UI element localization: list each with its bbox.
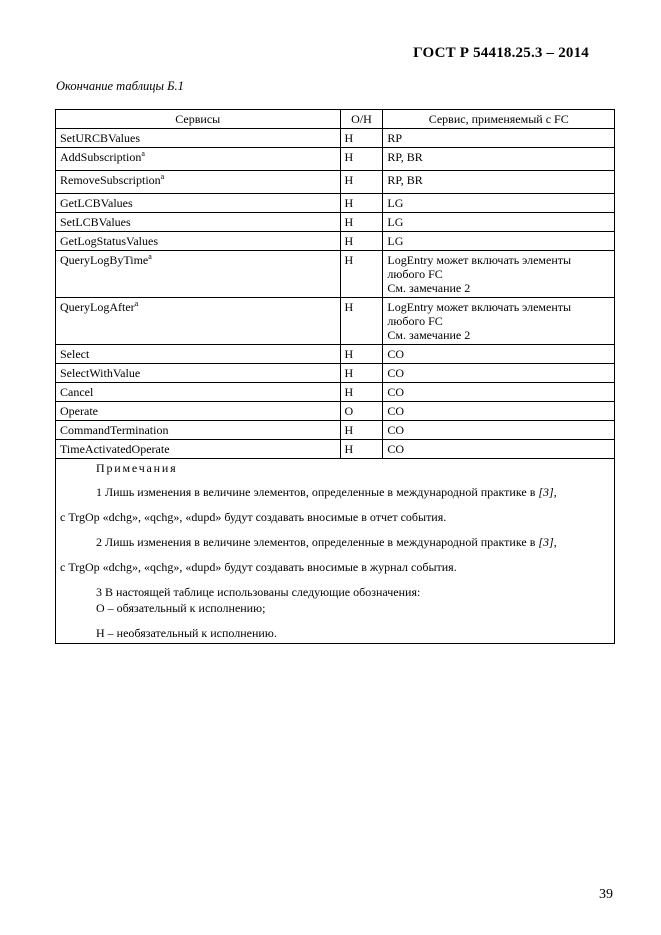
- note-1-line-2: с TrgOp «dchg», «qchg», «dupd» будут создавать вносимые в отчет события.: [60, 510, 447, 524]
- fc-cell: [383, 171, 615, 194]
- fc-line: любого FC: [387, 314, 443, 328]
- service-name: CommandTermination: [60, 423, 169, 437]
- table-caption: Окончание таблицы Б.1: [56, 79, 184, 93]
- fc-line: RP: [387, 131, 403, 145]
- note-1-line-1: [60, 484, 610, 500]
- service-name-cell: [56, 383, 341, 402]
- service-name: QueryLogByTime: [60, 253, 149, 267]
- service-name: AddSubscription: [60, 150, 142, 164]
- table-row: [56, 345, 615, 364]
- fc-cell: [383, 383, 615, 402]
- fc-line: LG: [387, 196, 404, 210]
- service-name: Select: [60, 347, 90, 361]
- fc-cell: [383, 402, 615, 421]
- table-row: [56, 383, 615, 402]
- service-name-cell: [56, 298, 341, 345]
- obligation-cell: Н: [340, 171, 383, 194]
- fc-cell: [383, 421, 615, 440]
- fc-line: RP, BR: [387, 173, 423, 187]
- fc-line: CO: [387, 385, 405, 399]
- fc-line: CO: [387, 404, 405, 418]
- note-1: [60, 484, 610, 525]
- notes-cell: [56, 459, 615, 644]
- note-2-line-2: с TrgOp «dchg», «qchg», «dupd» будут создавать вносимые в журнал события.: [60, 560, 457, 574]
- fc-line: LogEntry может включать элементы: [387, 300, 572, 314]
- obligation-cell: Н: [340, 194, 383, 213]
- fc-cell: [383, 364, 615, 383]
- note-1-reference: [3]: [538, 485, 554, 499]
- fc-line: CO: [387, 366, 405, 380]
- fc-line: CO: [387, 347, 405, 361]
- service-name-cell: [56, 232, 341, 251]
- table-row: [56, 440, 615, 459]
- obligation-cell: О: [340, 402, 383, 421]
- fc-cell: [383, 251, 615, 298]
- service-name-cell: [56, 148, 341, 171]
- notes-row: [56, 459, 615, 644]
- obligation-cell: Н: [340, 421, 383, 440]
- fc-line: LG: [387, 234, 404, 248]
- fc-cell: [383, 345, 615, 364]
- service-name-cell: [56, 251, 341, 298]
- table-row: [56, 364, 615, 383]
- service-name: Cancel: [60, 385, 94, 399]
- footnote-marker: a: [148, 252, 152, 261]
- note-2-punct: ,: [553, 535, 557, 549]
- fc-cell: [383, 129, 615, 148]
- fc-cell: [383, 194, 615, 213]
- table-row: [56, 232, 615, 251]
- obligation-cell: Н: [340, 129, 383, 148]
- table-row: [56, 129, 615, 148]
- note-1-punct: ,: [553, 485, 557, 499]
- service-name-cell: [56, 402, 341, 421]
- fc-cell: [383, 148, 615, 171]
- obligation-cell: Н: [340, 251, 383, 298]
- note-3: [60, 584, 610, 641]
- obligation-cell: Н: [340, 345, 383, 364]
- table-row: [56, 194, 615, 213]
- fc-line: любого FC: [387, 267, 443, 281]
- fc-line: LG: [387, 215, 404, 229]
- service-name-cell: [56, 421, 341, 440]
- fc-cell: [383, 232, 615, 251]
- obligation-cell: Н: [340, 298, 383, 345]
- table-row: [56, 402, 615, 421]
- note-2-line-1: [60, 534, 610, 550]
- table-row: [56, 148, 615, 171]
- service-name-cell: [56, 345, 341, 364]
- service-name: GetLogStatusValues: [60, 234, 158, 248]
- service-name: GetLCBValues: [60, 196, 133, 210]
- fc-line: CO: [387, 423, 405, 437]
- document-id-header: ГОСТ Р 54418.25.3 – 2014: [413, 45, 589, 61]
- service-name-cell: [56, 171, 341, 194]
- service-name: RemoveSubscription: [60, 173, 161, 187]
- service-name: SetLCBValues: [60, 215, 131, 229]
- service-name: Operate: [60, 404, 98, 418]
- note-3-line-1: 3 В настоящей таблице использованы следующие обозначения:: [96, 585, 421, 599]
- fc-cell: [383, 298, 615, 345]
- obligation-cell: Н: [340, 364, 383, 383]
- note-2: [60, 534, 610, 575]
- notes-title: Примечания: [96, 461, 178, 475]
- note-2-reference: [3]: [538, 535, 554, 549]
- table-row: [56, 298, 615, 345]
- footnote-marker: a: [134, 299, 139, 308]
- footnote-marker: a: [141, 149, 145, 158]
- service-name-cell: [56, 440, 341, 459]
- service-name: SetURCBValues: [60, 131, 141, 145]
- column-header-fc: Сервис, применяемый с FC: [383, 110, 615, 129]
- obligation-cell: Н: [340, 440, 383, 459]
- table-header-row: [56, 110, 615, 129]
- note-1-text: 1 Лишь изменения в величине элементов, определенные в международной практике в: [96, 485, 539, 499]
- note-3-line-3: Н – необязательный к исполнению.: [96, 626, 277, 640]
- fc-line: RP, BR: [387, 150, 423, 164]
- table-row: [56, 251, 615, 298]
- fc-cell: [383, 213, 615, 232]
- fc-line: См. замечание 2: [387, 328, 471, 342]
- service-name-cell: [56, 194, 341, 213]
- obligation-cell: Н: [340, 232, 383, 251]
- note-3-line-2: О – обязательный к исполнению;: [96, 601, 266, 615]
- column-header-on: О/Н: [340, 110, 383, 129]
- table-row: [56, 213, 615, 232]
- fc-line: См. замечание 2: [387, 281, 471, 295]
- service-name: SelectWithValue: [60, 366, 141, 380]
- obligation-cell: Н: [340, 148, 383, 171]
- service-name-cell: [56, 213, 341, 232]
- column-header-services: Сервисы: [56, 110, 341, 129]
- service-name: TimeActivatedOperate: [60, 442, 170, 456]
- table-row: [56, 171, 615, 194]
- table-row: [56, 421, 615, 440]
- service-name-cell: [56, 364, 341, 383]
- note-2-text: 2 Лишь изменения в величине элементов, определенные в международной практике в: [96, 535, 539, 549]
- fc-cell: [383, 440, 615, 459]
- obligation-cell: Н: [340, 383, 383, 402]
- service-name: QueryLogAfter: [60, 300, 135, 314]
- fc-line: CO: [387, 442, 405, 456]
- page-number: 39: [599, 887, 613, 902]
- service-name-cell: [56, 129, 341, 148]
- fc-line: LogEntry может включать элементы: [387, 253, 572, 267]
- services-table: [55, 109, 615, 644]
- footnote-marker: a: [160, 172, 165, 181]
- obligation-cell: Н: [340, 213, 383, 232]
